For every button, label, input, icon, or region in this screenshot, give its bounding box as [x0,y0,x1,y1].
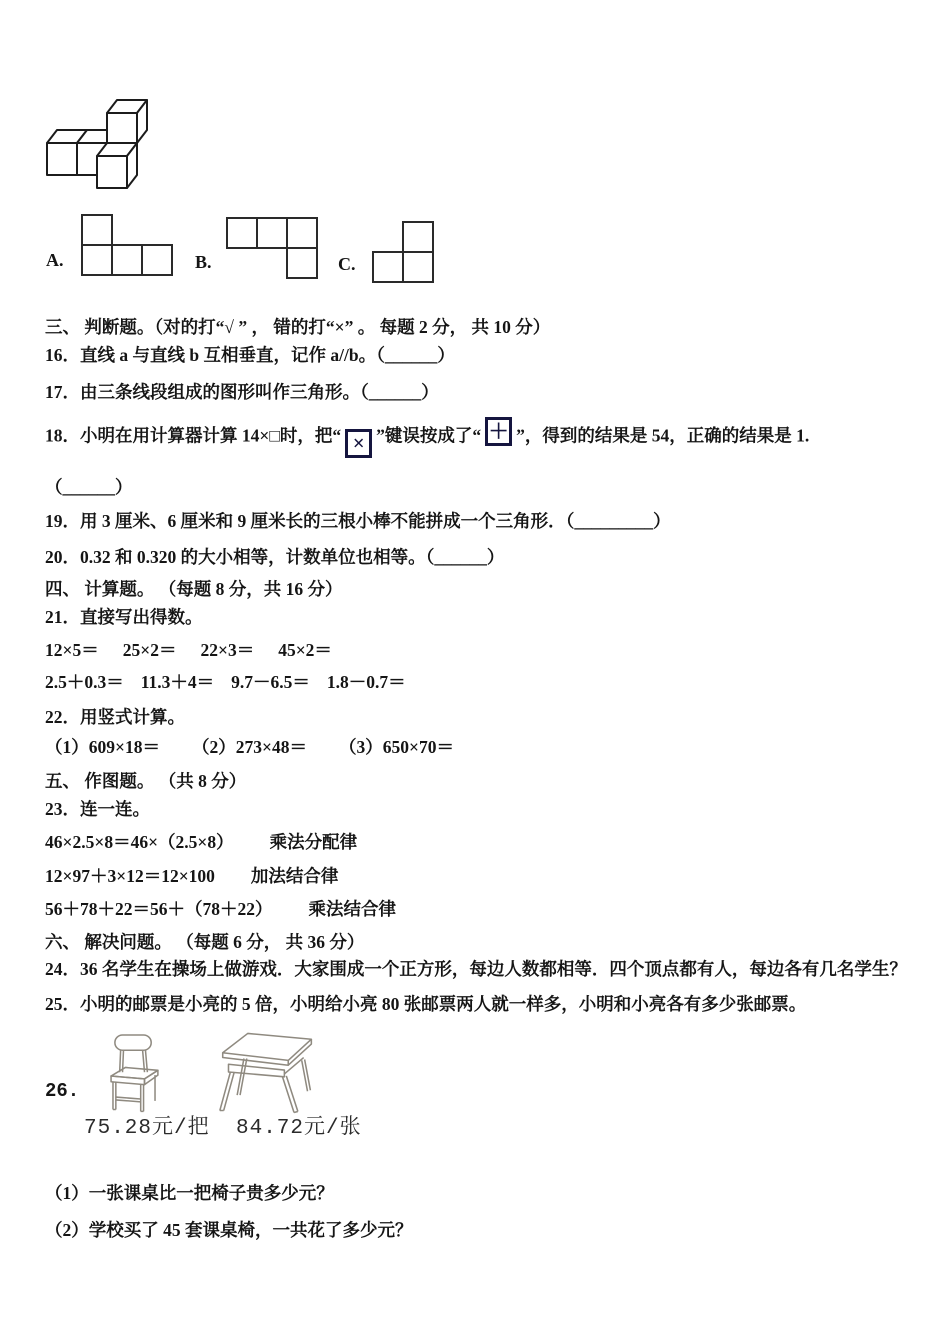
match-row [45,866,338,888]
question-26-sub-1: （1）一张课桌比一把椅子贵多少元？ [45,1183,334,1203]
net-c-icon [371,220,436,285]
question-18-text-pre: 18．小明在用计算器计算 14×□时，把“ [45,425,342,446]
section-calc-heading: 四、 计算题。 （每题 8 分，共 16 分） [45,579,343,599]
question-21-row-2 [45,672,406,694]
expression: 12×5＝ [45,640,99,660]
section-judge-heading: 三、 判断题。（对的打“√ ” ， 错的打“×” 。 每题 2 分， 共 10 分） [45,317,551,337]
expression: 9.7－6.5＝ [231,672,310,692]
section-solve-heading: 六、 解决问题。 （每题 6 分， 共 36 分） [45,932,365,952]
option-c-label: C. [338,254,356,274]
question-21-row-1 [45,640,332,662]
match-law: 乘法分配律 [269,832,358,852]
question-24: 24．36 名学生在操场上做游戏．大家围成一个正方形，每边人数都相等．四个顶点都有人，每边各有几名学生？ [45,959,907,979]
net-option-a [80,213,175,278]
question-23: 23．连一连。 [45,799,150,819]
match-law: 加法结合律 [250,866,339,886]
cube-stack-icon [45,95,153,193]
desk-icon [215,1024,321,1119]
match-expression: 56＋78＋22＝56＋（78＋22） [45,899,273,919]
expression: （2）273×48＝ [191,737,307,757]
question-26-number: 26. [45,1080,80,1102]
match-expression: 46×2.5×8＝46×（2.5×8） [45,832,234,852]
match-row [45,899,396,921]
section-draw-heading: 五、 作图题。 （共 8 分） [45,771,247,791]
question-21: 21．直接写出得数。 [45,607,203,627]
question-19: 19．用 3 厘米、6 厘米和 9 厘米长的三根小棒不能拼成一个三角形．（_________） [45,511,671,531]
question-18 [45,417,809,458]
chair-sketch [106,1034,162,1120]
expression: 22×3＝ [200,640,255,660]
option-b-label: B. [195,252,212,272]
match-law: 乘法结合律 [308,899,396,919]
desk-sketch [215,1024,321,1119]
match-row [45,832,357,854]
question-18-answer-blank: （______） [45,477,133,497]
multiply-key-icon: × [345,429,372,458]
net-b-icon [225,216,320,281]
question-18-text-post: ”，得到的结果是 54，正确的结果是 1. [516,425,810,446]
cube-stack-figure [45,95,153,193]
question-25: 25．小明的邮票是小亮的 5 倍，小明给小亮 80 张邮票两人就一样多，小明和小亮各有多少张邮票。 [45,994,807,1014]
question-16: 16．直线 a 与直线 b 互相垂直，记作 a//b。（______） [45,345,455,365]
question-18-text-mid: ”键误按成了“ [376,425,482,446]
question-22-items [45,737,454,759]
option-a-label: A. [46,250,64,270]
net-option-c [371,220,436,285]
expression: 25×2＝ [122,640,177,660]
expression: （1）609×18＝ [45,737,160,757]
match-expression: 12×97＋3×12＝12×100 [45,866,215,886]
question-17: 17．由三条线段组成的图形叫作三角形。（______） [45,382,439,402]
question-20: 20．0.32 和 0.320 的大小相等，计数单位也相等。（______） [45,547,505,567]
question-26-sub-2: （2）学校买了 45 套课桌椅，一共花了多少元？ [45,1220,413,1240]
expression: 1.8－0.7＝ [326,672,406,692]
question-22: 22．用竖式计算。 [45,707,185,727]
chair-icon [106,1034,162,1120]
expression: 11.3＋4＝ [140,672,215,692]
desk-price: 84.72元/张 [236,1117,362,1140]
expression: 45×2＝ [278,640,332,660]
net-a-icon [80,213,175,278]
chair-price: 75.28元/把 [84,1117,210,1140]
expression: 2.5＋0.3＝ [45,672,124,692]
net-option-b [225,216,320,281]
expression: （3）650×70＝ [338,737,454,757]
plus-key-icon: ＋ [485,417,512,446]
